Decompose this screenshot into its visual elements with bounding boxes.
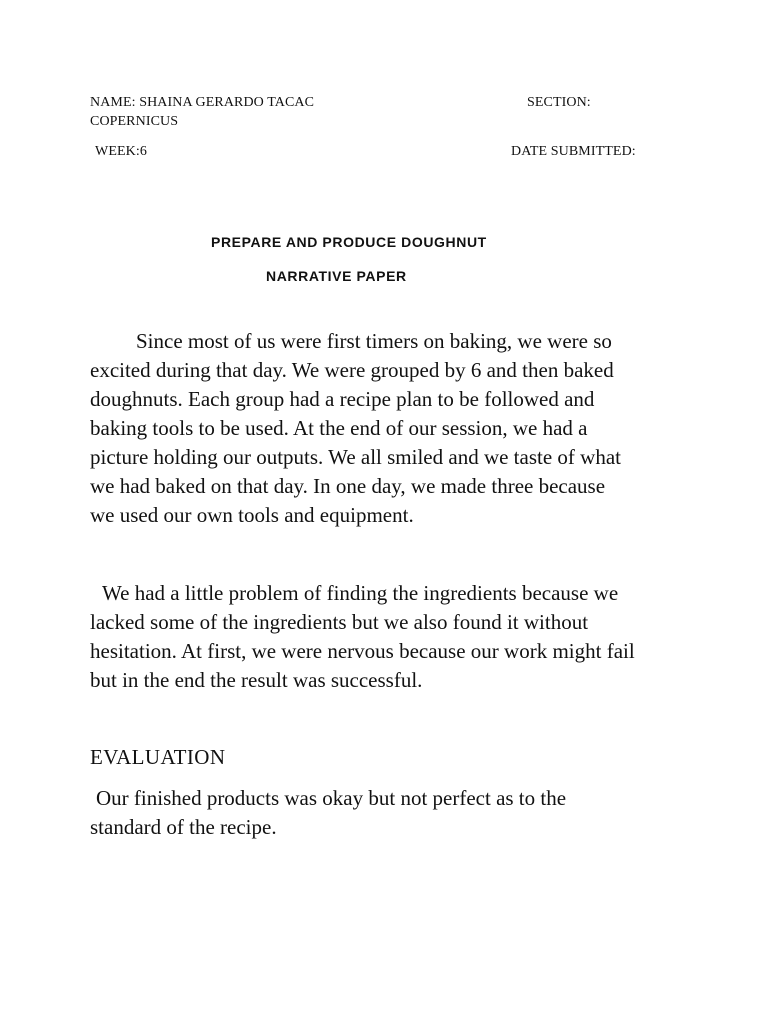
evaluation-paragraph [90, 784, 566, 842]
paragraph-line: doughnuts. Each group had a recipe plan to be followed and [90, 387, 595, 411]
section-value: COPERNICUS [90, 114, 179, 129]
paragraph-line: we used our own tools and equipment. [90, 503, 414, 527]
paragraph-line: We had a little problem of finding the ingredients because we [102, 581, 619, 605]
document-title: PREPARE AND PRODUCE DOUGHNUT [211, 234, 487, 250]
section-label: SECTION: [527, 95, 591, 110]
document-subtitle: NARRATIVE PAPER [266, 268, 407, 284]
week-label: WEEK:6 [95, 144, 147, 159]
paragraph-line: but in the end the result was successful. [90, 668, 423, 692]
paragraph-line: we had baked on that day. In one day, we made three because [90, 474, 606, 498]
paragraph-line: Since most of us were first timers on baking, we were so [136, 329, 612, 353]
paragraph-line: hesitation. At first, we were nervous because our work might fail [90, 639, 635, 663]
paragraph-1 [90, 327, 621, 530]
evaluation-heading: EVALUATION [90, 745, 226, 769]
paragraph-line: standard of the recipe. [90, 815, 277, 839]
paragraph-line: lacked some of the ingredients but we also found it without [90, 610, 589, 634]
date-submitted-label: DATE SUBMITTED: [511, 144, 636, 159]
paragraph-line: baking tools to be used. At the end of our session, we had a [90, 416, 588, 440]
paragraph-2 [90, 579, 635, 695]
paragraph-line: Our finished products was okay but not perfect as to the [96, 786, 567, 810]
paragraph-line: excited during that day. We were grouped by 6 and then baked [90, 358, 614, 382]
paragraph-line: picture holding our outputs. We all smiled and we taste of what [90, 445, 621, 469]
student-name: NAME: SHAINA GERARDO TACAC [90, 95, 315, 110]
